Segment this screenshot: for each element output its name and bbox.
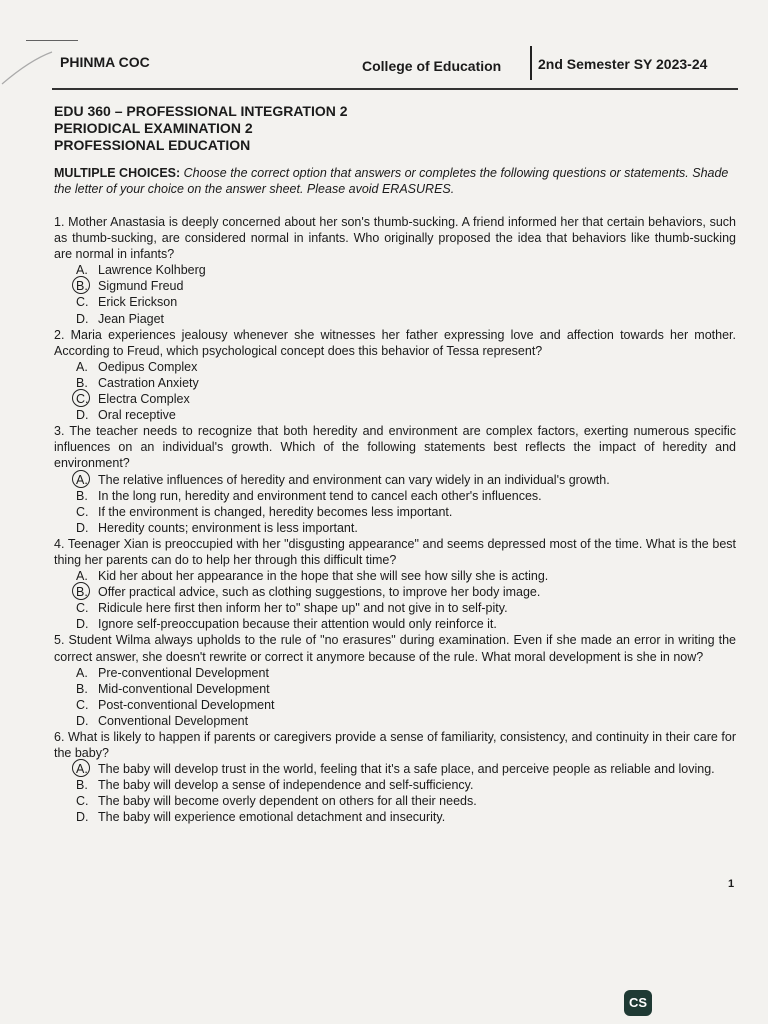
option-letter: B. [76,681,88,696]
option-text: Oral receptive [98,408,176,423]
course-title: EDU 360 – PROFESSIONAL INTEGRATION 2 [54,103,348,119]
circled-option-letter: B. [76,584,98,600]
option-letter: D. [76,520,89,535]
answer-option [76,697,736,713]
exam-title: PERIODICAL EXAMINATION 2 [54,120,253,136]
question-block [54,536,736,633]
option-letter: C. [76,794,89,809]
answer-option [76,311,736,327]
option-letter: C. [76,601,89,616]
answer-option [76,375,736,391]
option-text: Electra Complex [98,392,190,407]
circled-option-letter: A. [76,472,98,488]
answer-option [76,278,736,294]
subject-title: PROFESSIONAL EDUCATION [54,137,251,153]
question-text: 6. What is likely to happen if parents or caregivers provide a sense of familiarity, consistency, and continuity in their care for the baby? [54,730,736,761]
option-letter: A. [76,569,88,584]
answer-option [76,793,736,809]
header-divider [530,46,532,80]
option-text: If the environment is changed, heredity becomes less important. [98,504,453,519]
option-letter: D. [76,713,89,728]
option-text: The relative influences of heredity and environment can vary widely in an individual's growth. [98,472,610,487]
answer-option [76,262,736,278]
question-block [54,327,736,424]
option-text: Jean Piaget [98,311,165,326]
option-letter: A. [76,263,88,278]
question-text: 1. Mother Anastasia is deeply concerned about her son's thumb-sucking. A friend informed her that certain behaviors, such as thumb-sucking, are considered normal in infants. Who originally proposed the idea that behaviors like thumb-sucking are normal in infants? [54,215,736,262]
option-text: Mid-conventional Development [98,681,270,696]
question-text: 2. Maria experiences jealousy whenever she witnesses her father expressing love and affection towards her mother. According to Freud, which psychological concept does this behavior of Tessa represent? [54,327,736,358]
option-text: Lawrence Kolhberg [98,263,206,278]
question-block [54,729,736,826]
answer-option [76,584,736,600]
option-letter: C. [76,697,89,712]
circled-option-letter: A. [76,761,98,777]
instructions-label: MULTIPLE CHOICES: [54,166,181,180]
option-text: In the long run, heredity and environment tend to cancel each other's influences. [98,488,542,503]
option-text: Offer practical advice, such as clothing suggestions, to improve her body image. [98,585,541,600]
answer-option [76,504,736,520]
answer-option [76,761,736,777]
option-text: Pre-conventional Development [98,665,269,680]
question-text: 5. Student Wilma always upholds to the rule of "no erasures" during examination. Even if she made an error in writing the correct answer, she doesn't rewrite or correct it anymore because of the rule. What moral development is she in now? [54,633,736,664]
answer-option [76,665,736,681]
option-letter: D. [76,810,89,825]
answer-option [76,391,736,407]
option-text: Oedipus Complex [98,359,198,374]
option-letter: D. [76,617,89,632]
answer-option [76,777,736,793]
option-letter: B. [76,488,88,503]
circled-option-letter: C. [76,391,98,407]
answer-option [76,681,736,697]
option-text: The baby will experience emotional detachment and insecurity. [98,810,446,825]
option-text: The baby will develop trust in the world, feeling that it's a safe place, and perceive people as reliable and loving. [98,762,715,777]
option-text: Heredity counts; environment is less important. [98,520,358,535]
option-letter: A. [76,359,88,374]
option-letter: C. [76,504,89,519]
question-block [54,632,736,729]
page-number: 1 [728,878,735,890]
answer-option [76,359,736,375]
option-letter: C. [76,295,89,310]
answer-option [76,600,736,616]
option-text: Kid her about her appearance in the hope that she will see how silly she is acting. [98,569,549,584]
answer-option [76,568,736,584]
option-text: Castration Anxiety [98,375,199,390]
question-block [54,214,736,327]
answer-option [76,809,736,825]
option-text: The baby will become overly dependent on others for all their needs. [98,794,477,809]
option-text: Ridicule here first then inform her to" shape up" and not give in to self-pity. [98,601,508,616]
option-text: The baby will develop a sense of independence and self-sufficiency. [98,778,474,793]
answer-option [76,616,736,632]
camscanner-logo: CS [624,990,652,1016]
semester-label: 2nd Semester SY 2023-24 [538,56,708,72]
option-letter: B. [76,375,88,390]
circled-option-letter: B. [76,278,98,294]
option-letter: D. [76,311,89,326]
answer-option [76,472,736,488]
answer-option [76,407,736,423]
answer-option [76,520,736,536]
option-text: Conventional Development [98,713,249,728]
exam-titles [54,103,348,154]
option-letter: B. [76,778,88,793]
answer-option [76,713,736,729]
question-text: 4. Teenager Xian is preoccupied with her "disgusting appearance" and seems depressed most of the time. What is the best thing her parents can do to help her through this difficult time? [54,536,736,567]
instructions [54,165,734,197]
option-text: Sigmund Freud [98,279,184,294]
header-rule [52,88,738,90]
question-block [54,423,736,536]
question-text: 3. The teacher needs to recognize that both heredity and environment are complex factors, exerting numerous specific influences on an individual's growth. Which of the following statements best reflects the impact of heredity and environment? [54,424,736,471]
option-text: Ignore self-preoccupation because their attention would only reinforce it. [98,617,497,632]
exam-header [60,54,728,80]
answer-option [76,488,736,504]
option-letter: A. [76,665,88,680]
question-list [54,214,736,826]
answer-option [76,294,736,310]
option-letter: D. [76,408,89,423]
option-text: Erick Erickson [98,295,178,310]
college-name: College of Education [362,58,502,74]
school-name: PHINMA COC [60,54,150,70]
instructions-text: Choose the correct option that answers or completes the following questions or statements. Shade the letter of your choice on the answer sheet. Please avoid ERASURES. [54,166,729,196]
option-text: Post-conventional Development [98,697,275,712]
